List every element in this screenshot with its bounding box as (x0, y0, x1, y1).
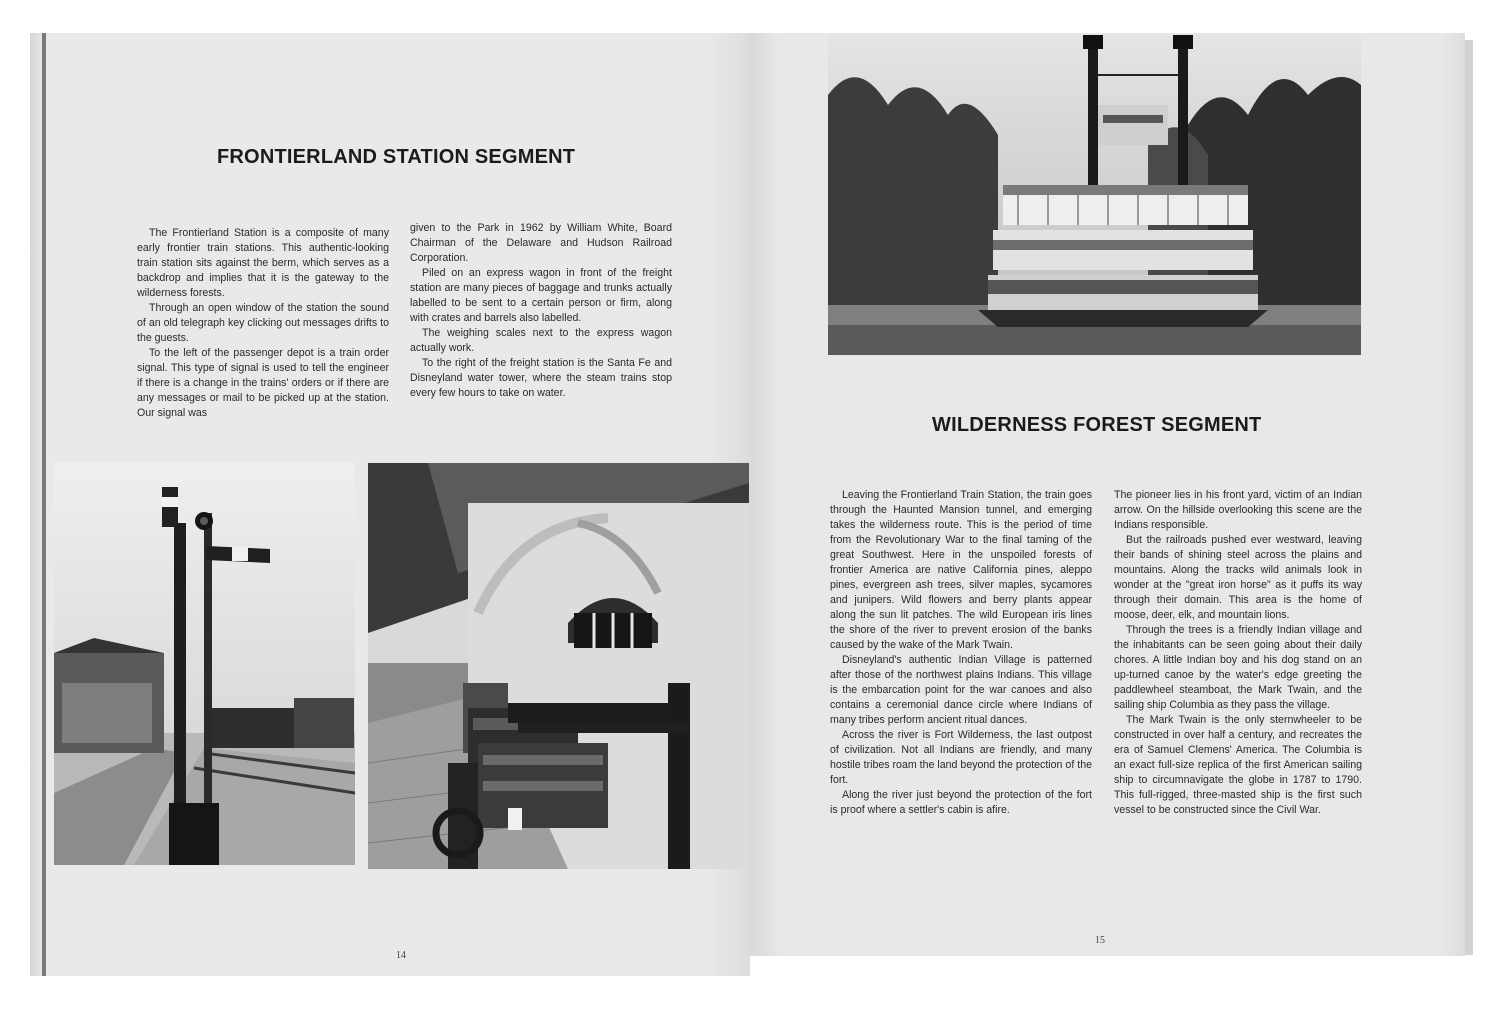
paragraph: To the right of the freight station is the Santa Fe and Disneyland water tower, where the steam trains stop every few hours to take on water. (410, 357, 672, 399)
right-page-title: WILDERNESS FOREST SEGMENT (932, 414, 1262, 436)
left-page-number: 14 (396, 950, 406, 961)
paragraph: To the left of the passenger depot is a train order signal. This type of signal is used to tell the engineer if there is a change in the trains' orders or if there are any messages or mail to be picked up at the station. Our signal was (137, 347, 389, 419)
paragraph: given to the Park in 1962 by William White, Board Chairman of the Delaware and Hudson Railroad Corporation. (410, 222, 672, 264)
right-column-1 (830, 488, 1092, 818)
paragraph: Through the trees is a friendly Indian village and the inhabitants can be seen going about their daily chores. A little Indian boy and his dog stand on an up-turned canoe by the water's edge greeting the paddlewheel steamboat, the Mark Twain, and the sailing ship Columbia as they pass the village. (1114, 624, 1362, 711)
paragraph: Disneyland's authentic Indian Village is patterned after those of the northwest plains Indians. This village is the embarcation point for the war canoes and also contains a ceremonial dance circle where Indians of many tribes perform ancient ritual dances. (830, 654, 1092, 726)
mark-twain-steamboat-photo (828, 35, 1361, 355)
right-column-2 (1114, 488, 1362, 818)
left-page-title: FRONTIERLAND STATION SEGMENT (217, 146, 576, 168)
paragraph: Leaving the Frontierland Train Station, the train goes through the Haunted Mansion tunnel, and emerging takes the wilderness route. This is the period of time from the Revolutionary War to the final taming of the great Southwest. Here in the unspoiled forests of frontier America are native California pines, aleppo pines, evergreen ash trees, silver maples, sycamores and junipers. Wild flowers and berry plants appear along the sun lit patches. The wild European iris lines the shore of the river to prevent erosion of the banks caused by the wake of the Mark Twain. (830, 489, 1092, 651)
train-order-signal-photo (54, 463, 355, 865)
station-platform-baggage-photo (368, 463, 749, 869)
left-column-2 (410, 221, 672, 401)
paragraph: The weighing scales next to the express wagon actually work. (410, 327, 672, 354)
page-edge (1465, 40, 1473, 955)
paragraph: But the railroads pushed ever westward, leaving their bands of shining steel across the plains and mountains. Along the tracks wild animals look in wonder at the "great iron horse" as it puffs its way through their domain. This area is the home of moose, deer, elk, and mountain lions. (1114, 534, 1362, 621)
left-column-1 (137, 226, 389, 421)
paragraph: The Frontierland Station is a composite of many early frontier train stations. This authentic-looking train station sits against the berm, which serves as a backdrop and implies that it is the gateway to the wilderness forests. (137, 227, 389, 299)
paragraph: Through an open window of the station the sound of an old telegraph key clicking out messages drifts to the guests. (137, 302, 389, 344)
paragraph: Along the river just beyond the protection of the fort is proof where a settler's cabin is afire. (830, 789, 1092, 816)
paragraph: Across the river is Fort Wilderness, the last outpost of civilization. Not all Indians are friendly, and many hostile tribes roam the land beyond the protection of the fort. (830, 729, 1092, 786)
paragraph: Piled on an express wagon in front of the freight station are many pieces of baggage and trunks actually labelled to be sent to a certain person or firm, along with crates and barrels also labelled. (410, 267, 672, 324)
page-edge-shadow (42, 33, 46, 976)
right-page-number: 15 (1095, 935, 1105, 946)
paragraph: The Mark Twain is the only sternwheeler to be constructed in over half a century, and recreates the era of Samuel Clemens' America. The Columbia is an exact full-size replica of the first American sailing ship to circumnavigate the globe in 1787 to 1790. This full-rigged, three-masted ship is the first such vessel to be constructed since the Civil War. (1114, 714, 1362, 816)
paragraph: The pioneer lies in his front yard, victim of an Indian arrow. On the hillside overlooking this scene are the Indians responsible. (1114, 489, 1362, 531)
